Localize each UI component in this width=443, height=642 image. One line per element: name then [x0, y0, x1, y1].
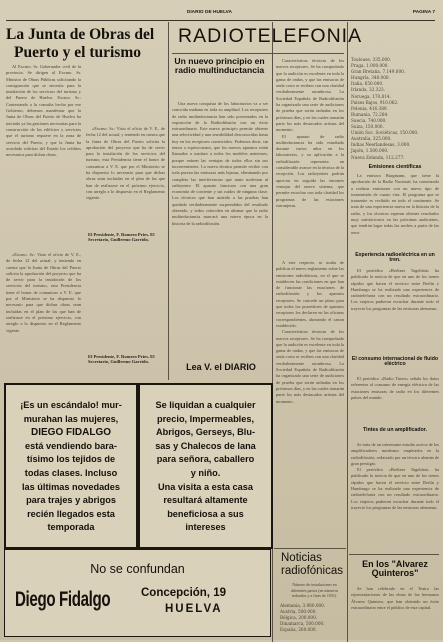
station-item: Japón, 1.500.000. [351, 148, 389, 154]
column-rule [347, 22, 348, 642]
ad-line: beneficiosa a sus [167, 508, 244, 519]
station-item: Indias Neerlandesas, 3.000. [351, 142, 411, 148]
header-center: DIARIO DE HUELVA [186, 10, 232, 15]
ad-line: para señora, caballero [156, 454, 255, 465]
consumo-body [351, 376, 439, 424]
fidalgo-tejidos-ad [4, 383, 138, 549]
ad-line: recién llegados esta [27, 508, 115, 519]
station-item: Unión Soc. Soviéticas, 150.000. [351, 130, 419, 136]
ad-line: está vendiendo bara- [25, 440, 117, 451]
paragraph: El aparato de radio multinductancia ha sido estudiado durante varios años en los laboratorios, y su aplicación a la radiodifusión representa un considerable avance en la técnica de la recepción. Los radioyentes podrán apreciar en seguida las enormes ventajas del nuevo sistema, que permite escuchar con toda claridad los programas de las estaciones extranjeras. [276, 133, 345, 208]
noticias-list [280, 603, 346, 633]
noticias-item: Dinamarca, 500.000. [280, 621, 325, 627]
emisiones-subhead: Emisiones científicas [368, 164, 422, 170]
paragraph: A este respecto, se acaba de publicar el nuevo reglamento sobre las emisiones radiofónicas, en el que se establecen las condiciones en que han de funcionar las estaciones de radiodifusión y los aparatos receptores. Se concede un plazo para que todos los poseedores de aparatos receptores los declaren en las oficinas correspondientes, abonando el canon establecido. [276, 260, 344, 328]
noticias-headline-line2: radiofónicas [281, 565, 344, 577]
paragraph: El periódico «Radio Times» señala los datos referentes al consumo de energía eléctrica de las estaciones emisoras de radio en los diferentes países del mundo. [351, 376, 439, 400]
junta-signature-a: El Presidente, F. Romero Pries. El Secretario, Guillermo Garrido. [88, 232, 155, 242]
header-right: PAGINA 7 [412, 10, 435, 15]
noticias-intro [285, 582, 344, 604]
station-item: Australia, 325.000. [351, 136, 392, 142]
paragraph: La emisora Burgmann, que tiene la aprobación de la Radio Nacional, ha comenzado a realizar emisiones con un nuevo tipo de transmisión de cuatro vías. El programa que se transmite es recibido en todo el continente. Se trata de una experiencia nueva en la historia de la radio, y los técnicos esperan obtener resultados muy satisfactorios en las próximas audiciones, que tendrán lugar todas las noches a partir de las once. [351, 173, 439, 235]
tren-body [351, 268, 439, 353]
paragraph: El periódico «Berliner Tageblatt» ha publicado la noticia de que en uno de los trenes rápidos que hacen el servicio entre Berlín y Hamburgo se ha realizado una experiencia de radiotelefonía con un resultado extraordinario. Los viajeros pudieron escuchar durante todo el trayecto los programas de las emisoras alemanas. [351, 467, 439, 510]
ad-line: murahan las mujeres, [23, 413, 119, 424]
lea-el-diario-promo: Lea V. el DIARIO [186, 362, 256, 372]
noticias-headline-line1: Noticias [281, 552, 322, 564]
station-item: Toulouse, 335,000. [351, 57, 392, 62]
column-rule [272, 22, 273, 642]
fidalgo-address: Concepción, 19 [141, 587, 226, 599]
ad-line: las últimas novedades [21, 481, 121, 492]
ad-line: ¡Es un escándalo! mur- [20, 400, 122, 410]
ad-line: resultará altamente [163, 495, 248, 506]
ad-line: Se liquidan a cualquier [155, 400, 256, 410]
fidalgo-liquidacion-ad-text [140, 399, 271, 535]
page-header [6, 10, 435, 21]
junta-headline-line1: La Junta de Obras del [6, 26, 155, 43]
junta-headline-line2: Puerto y el turismo [14, 44, 141, 61]
station-item: Suiza, 150.000. [351, 124, 384, 130]
radiotelefonia-masthead: RADIOTELEFONIA [178, 25, 363, 47]
quinteros-body [351, 586, 439, 638]
junta-signature-b: El Presidente, F. Romero Pries. El Secretario, Guillermo Garrido. [88, 354, 155, 364]
fidalgo-tagline: No se confundan [90, 562, 185, 576]
station-item: Irlanda, 32.323. [351, 87, 386, 93]
ad-line: temporada [47, 522, 95, 533]
multinductancia-headline: Un nuevo principio en radio multinductancia [174, 56, 265, 76]
ad-line: sas y Chalecos de lana [155, 440, 256, 451]
station-item: Noruega, 170.814. [351, 93, 391, 99]
fidalgo-tejidos-ad-text [6, 399, 136, 535]
paragraph: Características técnicas de los nuevos receptores. Se ha comprobado que la audición es excelente en toda la gama de ondas, y que las emisoras de onda corta se reciben con una claridad verdaderamente asombrosa. La Sociedad Española de Radiodifusión ha organizado una serie de audiciones de prueba que serán radiadas en los próximos días, y en las cuales tomarán parte los más destacados artistas del momento. [276, 58, 344, 133]
noticias-item: Austria, 500.000. [280, 609, 317, 615]
masthead-rule [172, 53, 344, 54]
station-item: Nueva Zelanda, 112.277. [351, 154, 405, 160]
paragraph: Se trata de un interesante estudio acerca de los amplificadores modernos empleados en la radiodifusión, redactado por un técnico alemán de gran prestigio. [351, 442, 439, 466]
ad-line: para trajes y abrigos [26, 495, 116, 506]
junta-article-body-b [6, 252, 81, 378]
emisiones-body [351, 173, 439, 251]
noticias-item: Alemania, 3.980.000. [280, 603, 326, 608]
station-item: Gran Bretaña, 7.149.000. [351, 69, 406, 75]
noticias-item: Bélgica, 200.000. [280, 615, 318, 621]
station-item: Praga, 1.000,000. [351, 63, 389, 69]
paragraph: Se han celebrado en el Teatro las representaciones de las obras de los hermanos Álvarez Quintero, que han obtenido un éxito extraordinario entre el público de esta capital. [351, 586, 439, 610]
ad-line: y niño. [190, 467, 221, 478]
amplificador-subhead: Tintes de un amplificador. [363, 427, 427, 433]
fidalgo-banner-ad [4, 549, 271, 637]
ad-line: DIEGO FIDALGO [31, 427, 111, 439]
fidalgo-city: HUELVA [165, 603, 223, 615]
section-rule [274, 548, 346, 549]
fidalgo-liquidacion-ad [138, 383, 273, 549]
radiotelefonia-body-b [276, 260, 344, 520]
station-item: Hungría, 348.000. [351, 75, 390, 81]
ad-line: tísimo los tejidos de [26, 454, 116, 465]
consumo-subhead: El consumo internacional de fluido eléctrico [351, 356, 439, 368]
noticias-item: España, 260.000. [280, 627, 317, 633]
amplificador-body [351, 442, 439, 550]
ad-line: Una visita a esta casa [158, 481, 253, 492]
ad-line: todas clases. Incluso [24, 467, 118, 478]
noticias-intro-text: Número de instalaciones en diferentes países (en números redondos y a fines de 1931). [290, 582, 339, 598]
tren-subhead: Experiencia radioeléctrica en un tren. [355, 252, 435, 264]
quinteros-headline: En los "Alvarez Quinteros" [362, 559, 428, 579]
station-list [351, 57, 439, 161]
paragraph: Características técnicas de los nuevos receptores. Se ha comprobado que la audición es excelente en toda la gama de ondas, y que las emisoras de onda corta se reciben con una claridad verdaderamente asombrosa. La Sociedad Española de Radiodifusión ha organizado una serie de audiciones de prueba que serán radiadas en los próximos días, y en las cuales tomarán parte los más destacados artistas del momento. [276, 329, 344, 404]
station-item: Polonia, 416.389. [351, 105, 388, 111]
paragraph: Una nueva conquista de los laboratorios va a ser conocida mañana en toda su amplitud. Los receptores de radio multinductancia han sido presentados en la exposición de la Radiodifusión con un éxito extraordinario. Este nuevo principio permite obtener una selectividad y una sensibilidad desconocidas hasta hoy en los receptores comerciales. Podemos decir, sin temor a equivocarnos, que los nuevos aparatos están llamados a sustituir a todos los modelos anteriores, porque reúnen las ventajas de todos ellos sin sus inconvenientes. La nueva técnica permite recibir con toda pureza las emisoras más lejanas, eliminando por completo las interferencias que tanto molestan al radioyente. El aparato funciona con una gran economía de corriente y sin ruidos de ninguna clase. Los técnicos que han asistido a las pruebas han quedado verdaderamente sorprendidos del resultado obtenido, y todos coinciden en afirmar que la radio multinductancia marcará una nueva época en la historia de la radiodifusión. [172, 101, 268, 226]
station-item: Países Bajos, 910.062. [351, 99, 399, 105]
paragraph: El periódico «Berliner Tageblatt» ha publicado la noticia de que en uno de los trenes rápidos que hacen el servicio entre Berlín y Hamburgo se ha realizado una experiencia de radiotelefonía con un resultado extraordinario. Los viajeros pudieron escuchar durante todo el trayecto los programas de las emisoras alemanas. [351, 268, 439, 311]
paragraph: «Excmo. Sr.: Visto el oficio de V. E., de fecha 12 del actual, y teniendo en cuenta que la Junta de Obras del Puerto solicita la aprobación del proyecto que ha de servir para la instalación de los servicios del turismo, esta Presidencia tiene el honor de comunicar a V. E. que por el Ministerio se ha dispuesto lo necesario para que dichas obras sean incluidas en el plan de las que han de realizarse en el próximo ejercicio, con arreglo a lo dispuesto en el Reglamento vigente. [86, 126, 165, 201]
ad-line: Abrigos, Gerseys, Blu- [155, 427, 256, 438]
station-item: Suecia, 740.000. [351, 117, 387, 123]
section-rule [349, 554, 439, 555]
ad-line: intereses [185, 522, 226, 533]
column-rule [168, 22, 169, 380]
paragraph: «Excmo. Sr.: Visto el oficio de V. E., de fecha 12 del actual, y teniendo en cuenta que la Junta de Obras del Puerto solicita la aprobación del proyecto que ha de servir para la instalación de los servicios del turismo, esta Presidencia tiene el honor de comunicar a V. E. que por el Ministerio se ha dispuesto lo necesario para que dichas obras sean incluidas en el plan de las que han de realizarse en el próximo ejercicio, con arreglo a lo dispuesto en el Reglamento vigente. [6, 252, 81, 333]
junta-article-body-a [6, 64, 81, 248]
radiotelefonia-body-a [276, 58, 344, 258]
multinductancia-body [172, 101, 268, 359]
paragraph: Al Excmo. Sr. Gobernador civil de la provincia. Se dirigen al Excmo. Sr. Ministro de Obras Públicas solicitando la consignación que se necesita para la instalación de los servicios del turismo y del Puerto de Huelva. Excmo. Sr.: Contestando a la consulta hecha por ese Gobierno, debemos manifestar que la Junta de Obras del Puerto de Huelva ha iniciado ya las gestiones necesarias para la construcción de los edificios y servicios que el turismo requiere en la zona de servicio del Puerto, y que la Junta ha acordado solicitar del Estado los créditos necesarios para dichas obras. [6, 64, 81, 158]
station-item: Italia, 650.000. [351, 81, 384, 87]
station-item: Rumania, 72.284. [351, 111, 389, 117]
ad-line: precio, Impermeables, [156, 413, 255, 424]
fidalgo-name: Diego Fidalgo [15, 588, 111, 611]
